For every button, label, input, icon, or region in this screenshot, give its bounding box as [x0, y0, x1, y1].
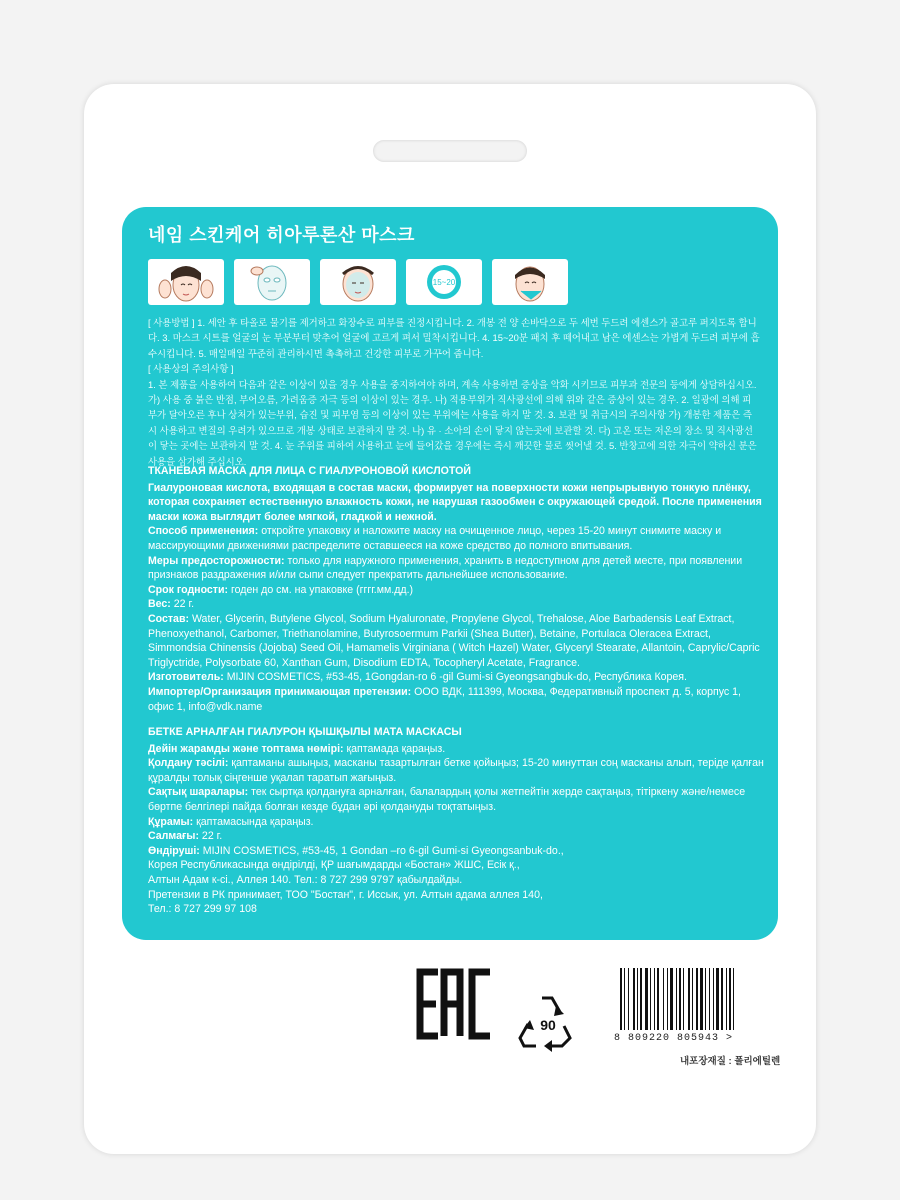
value: қаптаманы ашыңыз, масканы тазартылған бетке қойыңыз; 15-20 минуттан соң масканы алып, теріде қалған құралды толық сіңгенше уқалап таратып жағыңыз.	[148, 757, 764, 784]
label: Состав:	[148, 612, 189, 625]
value: 22 г.	[170, 598, 195, 611]
svg-text:15~20: 15~20	[432, 278, 456, 287]
kazakh-line-4: Претензии в РК принимает, ТОО "Бостан", г. Иссык, ул. Алтын адама аллея 140,	[148, 888, 543, 901]
timer-15-20-icon	[406, 259, 482, 305]
kazakh-line-3: Алтын Адам к-сі., Аллея 140. Тел.: 8 727 299 9797 қабылдайды.	[148, 873, 463, 886]
label: Салмағы:	[148, 830, 199, 843]
kazakh-usage	[148, 756, 764, 785]
usage-steps	[148, 259, 568, 305]
russian-section	[148, 464, 764, 714]
russian-intro: Гиалуроновая кислота, входящая в состав маски, формирует на поверхности кожи непрырывную тонкую плёнку, которая сохраняет естественную влажность кожи, не нарушая газообмен с окружающей средой. После применения маски кожа выглядит более мягкой, гладкой и нежной.	[148, 481, 762, 523]
label: Өндіруші:	[148, 844, 200, 857]
recycle-icon	[514, 992, 580, 1052]
label: Құрамы:	[148, 815, 194, 828]
value: қаптамада қараңыз.	[343, 742, 446, 755]
kazakh-title: БЕТКЕ АРНАЛҒАН ГИАЛУРОН ҚЫШҚЫЛЫ МАТА МАСКАСЫ	[148, 726, 462, 738]
value: откройте упаковку и наложите маску на очищенное лицо, через 15-20 минут снимите маску и массирующими движениями распределите оставшееся на коже средство до полного впитывания.	[148, 525, 722, 552]
step-1-icon	[148, 259, 224, 305]
russian-shelf-life	[148, 583, 764, 598]
value: ООО ВДК, 111399, Москва, Федеративный проспект д. 5, корпус 1, офис 1, info@vdk.name	[148, 685, 742, 713]
label: Изготовитель:	[148, 671, 224, 684]
kazakh-line-5: Тел.: 8 727 299 97 108	[148, 903, 257, 916]
korean-title: 네임 스킨케어 히아루론산 마스크	[148, 225, 415, 245]
label: Қолдану тәсілі:	[148, 757, 229, 770]
kazakh-weight	[148, 829, 764, 844]
value: тек сыртқа қолдануға арналған, балалардың қолы жетпейтін жерде сақтаңыз, тітіркену және/немесе бөртпе белгілері пайда болған кезде бұдан әрі қолдануды тоқтатыңыз.	[148, 786, 746, 813]
label: Вес:	[148, 598, 171, 611]
label: Сақтық шаралары:	[148, 786, 249, 799]
kazakh-composition	[148, 815, 764, 830]
step-3-icon	[320, 259, 396, 305]
kazakh-date	[148, 742, 764, 757]
kazakh-maker	[148, 844, 764, 859]
value: MIJIN COSMETICS, #53-45, 1Gongdan-ro 6 -gil Gumi-si Gyeongsangbuk-do, Республика Корея.	[223, 671, 687, 684]
value: годен до см. на упаковке (гггг.мм.дд.)	[228, 583, 414, 596]
label: Дейін жарамды және топтама нөмірі:	[148, 742, 344, 755]
barcode-digits: 8 809220 805943 >	[614, 1033, 734, 1044]
russian-caution	[148, 554, 764, 583]
hang-hole	[373, 140, 527, 162]
russian-maker	[148, 670, 764, 685]
korean-usage: [ 사용방법 ] 1. 세안 후 타올로 물기를 제거하고 화장수로 피부를 진정시킵니다. 2. 개봉 전 양 손바닥으로 두 세번 두드려 에센스가 골고루 퍼지도록 합니다. 3. 마스크 시트를 얼굴의 눈 부분부터 맞추어 얼굴에 고르게 펴서 밀착시킵니다. 4. 15~20분 패치 후 떼어내고 남은 에센스는 가볍게 두드려 피부에 흡수시킵니다. 5. 매일매일 꾸준히 관리하시면 촉촉하고 건강한 피부로 가꾸어 줍니다.	[148, 317, 760, 359]
russian-ingredients	[148, 612, 764, 670]
russian-method	[148, 524, 764, 553]
korean-instructions	[148, 315, 760, 469]
value: только для наружного применения, хранить в недоступном для детей месте, при появлении признаков раздражения и/или сыпи следует прекратить дальнейшее использование.	[148, 554, 743, 582]
recycle-code: 90	[540, 1017, 556, 1033]
kazakh-caution	[148, 785, 764, 814]
value: қаптамасында қараңыз.	[193, 815, 314, 828]
value: 22 г.	[198, 830, 223, 843]
korean-caution: 1. 본 제품을 사용하여 다음과 같은 이상이 있을 경우 사용을 중지하여야 하며, 계속 사용하면 증상을 악화 시키므로 피부과 전문의 등에게 상담하십시오. 가) 사용 중 붉은 반점, 부어오름, 가려움증 자극 등의 이상이 있는 경우. 나) 적용부위가 직사광선에 의해 위와 같은 증상이 있는 경우. 2. 일광에 의해 피부가 달아오른 후나 상처가 있는부위, 습진 및 피부염 등의 이상이 있는 부위에는 사용을 하지 말 것. 3. 보관 및 취급시의 주의사항 가) 개봉한 제품은 즉시 사용하고 변질의 우려가 있으므로 개봉 상태로 보관하지 말 것. 나) 유 · 소아의 손이 닿지 않는곳에 보관할 것. 다) 고온 또는 저온의 장소 및 직사광선이 닿는 곳에는 보관하지 말 것. 4. 눈 주위를 피하여 사용하고 눈에 들어갔을 경우에는 즉시 깨끗한 물로 씻어낼 것. 5. 반창고에 의한 자극이 약하신 분은 사용을 삼가해 주십시오.	[148, 378, 757, 467]
barcode	[618, 968, 760, 1032]
russian-importer	[148, 685, 764, 714]
russian-title: ТКАНЕВАЯ МАСКА ДЛЯ ЛИЦА С ГИАЛУРОНОВОЙ КИСЛОТОЙ	[148, 465, 471, 477]
value: MIJIN COSMETICS, #53-45, 1 Gondan –ro 6-gil Gumi-si Gyeongsanbuk-do.,	[199, 844, 564, 857]
korean-caution-title: [ 사용상의 주의사항 ]	[148, 363, 234, 375]
kazakh-section	[148, 725, 764, 917]
step-2-icon	[234, 259, 310, 305]
label: Срок годности:	[148, 583, 229, 596]
eac-icon	[414, 968, 496, 1040]
kazakh-line-2: Корея Республикасында өндірілді, ҚР шағымдарды «Бостан» ЖШС, Есік қ.,	[148, 859, 520, 872]
russian-weight	[148, 597, 764, 612]
label: Способ применения:	[148, 525, 259, 538]
step-5-icon	[492, 259, 568, 305]
label: Импортер/Организация принимающая претензии:	[148, 685, 412, 698]
info-panel	[122, 207, 778, 940]
inner-packaging-material: 내포장재질 : 폴리에틸렌	[680, 1056, 781, 1067]
value: Water, Glycerin, Butylene Glycol, Sodium Hyaluronate, Propylene Glycol, Trehalose, Aloe Barbadensis Leaf Extract, Phenoxyethanol, Carbomer, Triethanolamine, Butyrosoermum Parkii (Shea Butter), Betaine, Portulaca Oleracea Extract, Simmondsia Chinensis (Jojoba) Seed Oil, Hamamelis Virginiana ( Witch Hazel) Water, Glyceryl Stearate, Allantoin, Caprylic/Capric Triglyctride, Polysorbate 60, Xanthan Gum, Disodium EDTA, Tocopheryl Acetate, Fragrance.	[148, 612, 760, 669]
label: Меры предосторожности:	[148, 554, 285, 567]
